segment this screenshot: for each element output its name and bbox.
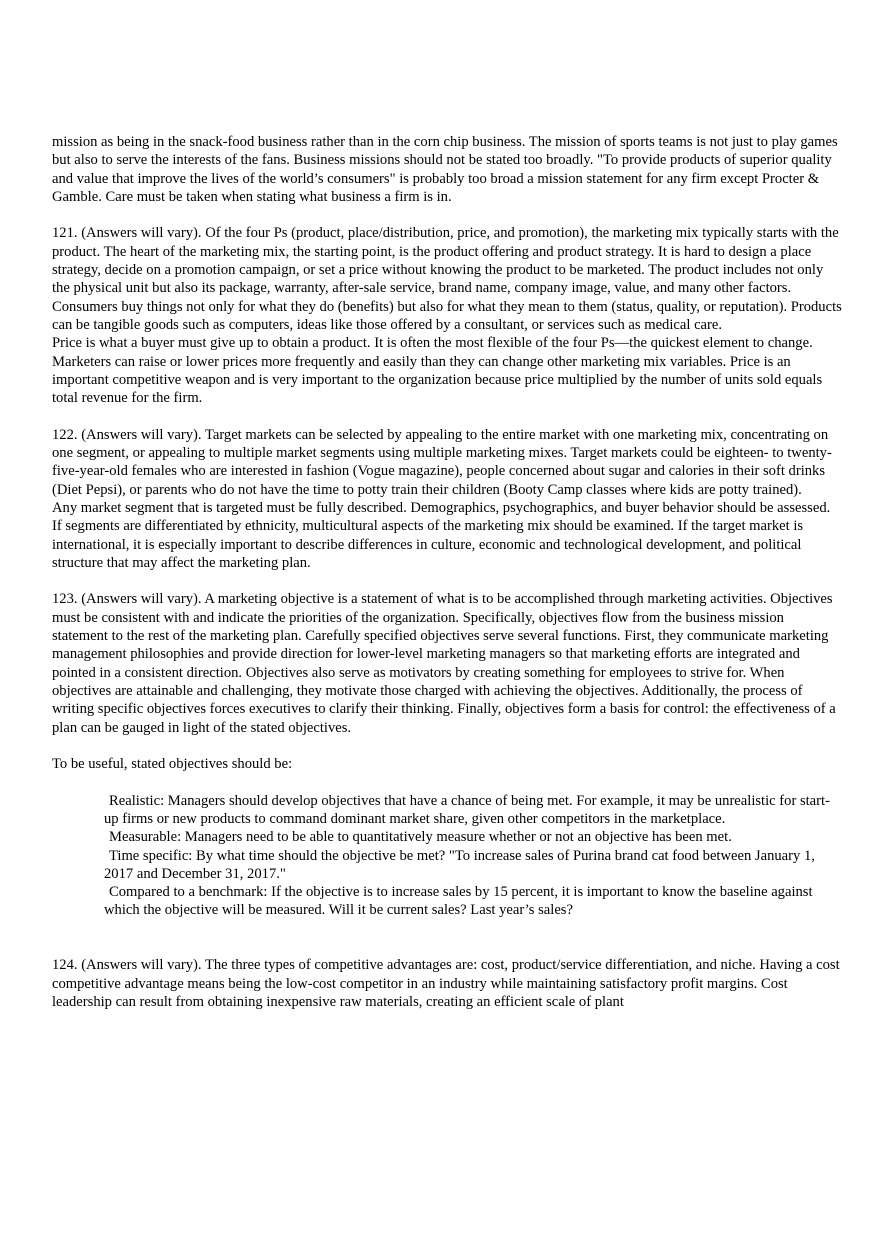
answer-121-price-paragraph: Price is what a buyer must give up to obtain a product. It is often the most flexible of the four Ps—the quickest element to change. Marketers can raise or lower prices more frequently and easily than they can change other marketing mix variables. Price is an important competitive weapon and is very important to the organization because price multiplied by the number of units sold equals total revenue for the firm.: [52, 335, 823, 407]
answer-121-product-paragraph: 121. (Answers will vary). Of the four Ps (product, place/distribution, price, and promotion), the marketing mix typically starts with the product. The heart of the marketing mix, the starting point, is the product offering and product strategy. It is hard to design a place strategy, decide on a promotion campaign, or set a price without knowing the product to be marketed. The product includes not only the physical unit but also its package, warranty, after-sale service, brand name, company image, value, and many other factors. Consumers buy things not only for what they do (benefits) but also for what they mean to them (status, quality, or reputation). Products can be tangible goods such as computers, ideas like those offered by a consultant, or services such as medical care.: [52, 225, 842, 333]
answer-123: [52, 590, 842, 736]
answer-124: [52, 956, 842, 1011]
answer-122: [52, 426, 842, 572]
criteria-lead-in: To be useful, stated objectives should be:: [52, 756, 293, 773]
criteria-item-benchmark: Compared to a benchmark: If the objective is to increase sales by 15 percent, it is important to know the baseline against which the objective will be measured. Will it be current sales? Last year’s sales?: [104, 884, 813, 919]
answer-122-segment-paragraph: Any market segment that is targeted must be fully described. Demographics, psychographics, and buyer behavior should be assessed. If segments are differentiated by ethnicity, multicultural aspects of the marketing mix should be examined. If the target market is international, it is especially important to describe differences in culture, economic and technological development, and political structure that may affect the marketing plan.: [52, 499, 831, 571]
intro-section: [52, 133, 842, 206]
criteria-item-measurable: Measurable: Managers need to be able to quantitatively measure whether or not an objective has been met.: [109, 829, 732, 846]
answer-121: [52, 224, 842, 407]
answer-122-target-markets-paragraph: 122. (Answers will vary). Target markets can be selected by appealing to the entire market with one marketing mix, concentrating on one segment, or appealing to multiple market segments using multiple marketing mixes. Target markets could be eighteen- to twenty-five-year-old females who are interested in fashion (Vogue magazine), people concerned about sugar and calories in their soft drinks (Diet Pepsi), or parents who do not have the time to potty train their children (Booty Camp classes where kids are potty trained).: [52, 426, 832, 498]
answer-123-objective-paragraph: 123. (Answers will vary). A marketing objective is a statement of what is to be accomplished through marketing activities. Objectives must be consistent with and indicate the priorities of the organization. Specifically, objectives flow from the business mission statement to the rest of the marketing plan. Carefully specified objectives serve several functions. First, they communicate marketing management philosophies and provide direction for lower-level marketing managers so that marketing efforts are integrated and pointed in a consistent direction. Objectives also serve as motivators by creating something for employees to strive for. When objectives are attainable and challenging, they motivate those charged with achieving the objectives. Additionally, the process of writing specific objectives forces executives to clarify their thinking. Finally, objectives form a basis for control: the effectiveness of a plan can be gauged in light of the stated objectives.: [52, 591, 836, 736]
criteria-item-realistic: Realistic: Managers should develop objectives that have a chance of being met. For example, it may be unrealistic for start-up firms or new products to command dominant market share, given other competitors in the marketplace.: [104, 792, 830, 827]
document-page: [52, 133, 842, 1011]
criteria-item-time-specific: Time specific: By what time should the objective be met? "To increase sales of Purina brand cat food between January 1, 2017 and December 31, 2017.": [104, 847, 815, 882]
criteria-list: [52, 792, 842, 920]
answer-124-competitive-advantage-paragraph: 124. (Answers will vary). The three types of competitive advantages are: cost, product/service differentiation, and niche. Having a cost competitive advantage means being the low-cost competitor in an industry while maintaining satisfactory profit margins. Cost leadership can result from obtaining inexpensive raw materials, creating an efficient scale of plant: [52, 957, 840, 1010]
spacer: [52, 920, 842, 957]
intro-paragraph: mission as being in the snack-food business rather than in the corn chip business. The mission of sports teams is not just to play games but also to serve the interests of the fans. Business missions should not be stated too broadly. "To provide products of superior quality and value that improve the lives of the world’s consumers" is probably too broad a mission statement for any firm except Procter & Gamble. Care must be taken when stating what business a firm is in.: [52, 134, 838, 205]
answer-123-criteria: [52, 755, 842, 956]
